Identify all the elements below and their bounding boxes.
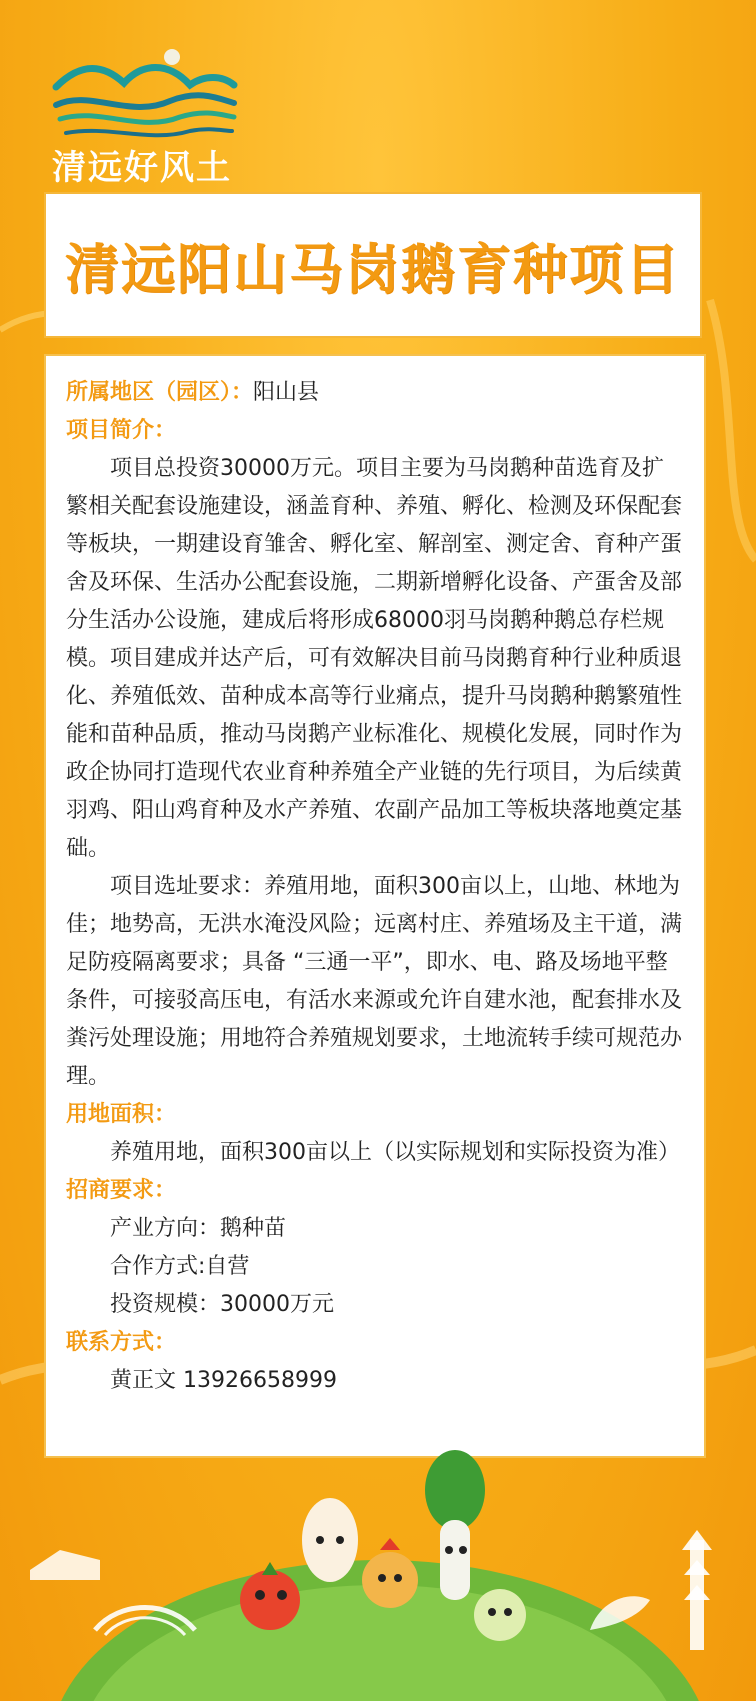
intro-heading: [66, 412, 684, 450]
cabbage-mascot: [474, 1589, 526, 1641]
contact-heading: [66, 1324, 684, 1362]
investment-mode: 合作方式:自营: [110, 1254, 250, 1279]
content-panel: [44, 354, 706, 1458]
land-label: 用地面积：: [66, 1102, 177, 1127]
contact-value: 黄正文 13926658999: [110, 1368, 337, 1393]
intro-label: 项目简介：: [66, 418, 177, 443]
land-heading: [66, 1096, 684, 1134]
land-value: 养殖用地，面积300亩以上（以实际规划和实际投资为准）: [110, 1140, 680, 1165]
title-box: [44, 192, 702, 338]
stadium-arch-icon: [30, 1550, 195, 1635]
region-row: [66, 374, 684, 412]
intro-paragraph-1: 项目总投资30000万元。项目主要为马岗鹅种苗选育及扩繁相关配套设施建设，涵盖育种、养殖、孵化、检测及环保配套等板块，一期建设育雏舍、孵化室、解剖室、测定舍、育种产蛋舍及环保、生活办公配套设施，二期新增孵化设备、产蛋舍及部分生活办公设施，建成后将形成68000羽马岗鹅种鹅总存栏规模。项目建成并达产后，可有效解决目前马岗鹅育种行业种质退化、养殖低效、苗种成本高等行业痛点，提升马岗鹅种鹅繁殖性能和苗种品质，推动马岗鹅产业标准化、规模化发展，同时作为政企协同打造现代农业育种养殖全产业链的先行项目，为后续黄羽鸡、阳山鸡育种及水产养殖、农副产品加工等板块落地奠定基础。: [66, 456, 683, 861]
bottom-illustration: [0, 1450, 756, 1701]
region-value: 阳山县: [253, 380, 320, 405]
investment-heading: [66, 1172, 684, 1210]
page-title: 清远阳山马岗鹅育种项目: [65, 237, 681, 301]
investment-label: 招商要求：: [66, 1178, 177, 1203]
intro-paragraph-2: 项目选址要求：养殖用地，面积300亩以上，山地、林地为佳；地势高，无洪水淹没风险；远离村庄、养殖场及主干道，满足防疫隔离要求；具备 “三通一平”，即水、电、路及场地平整条件，可接驳高压电，有活水来源或允许自建水池，配套排水及粪污处理设施；用地符合养殖规划要求，土地流转手续可规范办理。: [66, 874, 683, 1089]
investment-direction: 产业方向：鹅种苗: [110, 1216, 287, 1241]
rice-mascot: [302, 1498, 358, 1582]
investment-scale: 投资规模：30000万元: [110, 1292, 334, 1317]
brand-logo-text: 清远好风土: [52, 148, 232, 188]
contact-label: 联系方式：: [66, 1330, 177, 1355]
region-label: 所属地区（园区）：: [66, 380, 254, 405]
chicken-mascot: [362, 1538, 418, 1608]
